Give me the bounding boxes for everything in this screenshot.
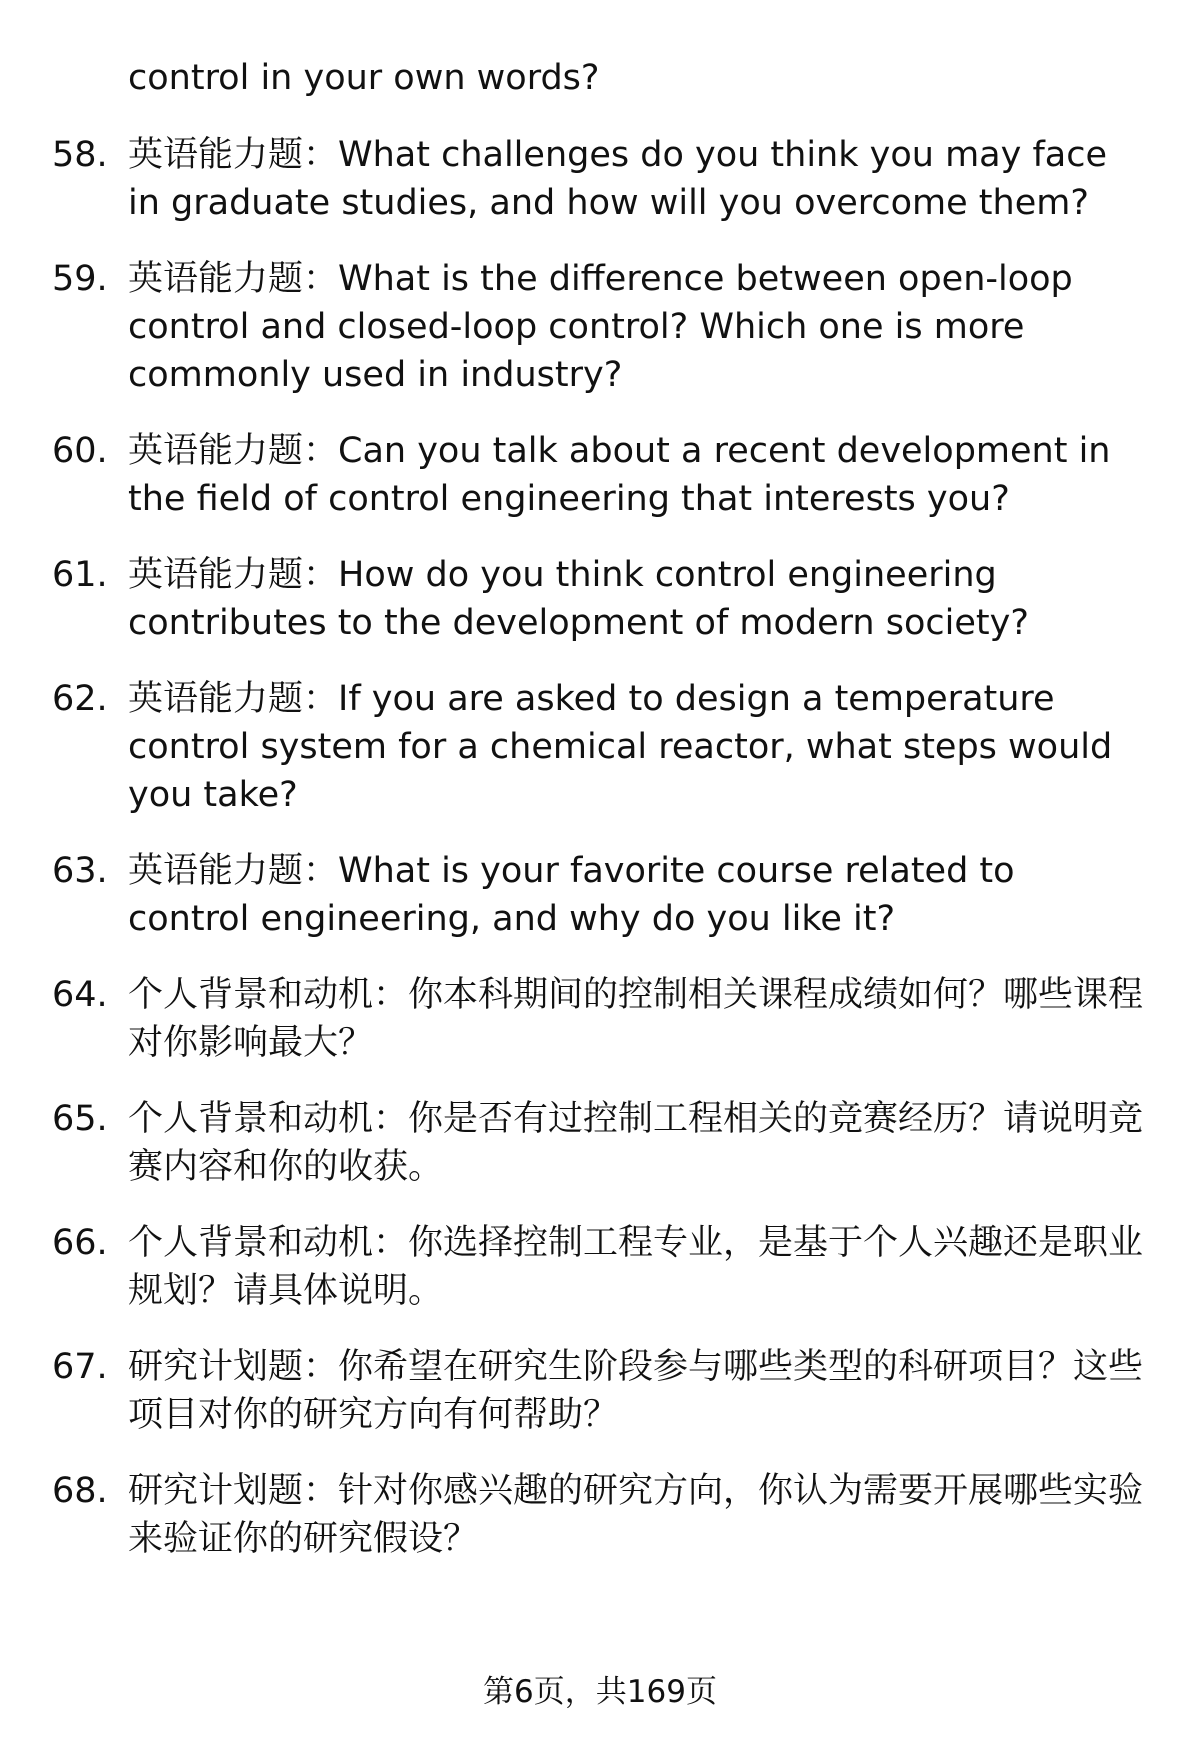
question-item (52, 551, 1147, 647)
question-text: 英语能力题：What is your favorite course related to control engineering, and why do you like it? (128, 851, 1015, 939)
question-item (52, 1343, 1147, 1439)
question-number: 63. (52, 851, 108, 891)
question-number: 61. (52, 555, 108, 595)
question-text: 个人背景和动机：你本科期间的控制相关课程成绩如何？哪些课程对你影响最大？ (128, 975, 1144, 1063)
question-text: 英语能力题：How do you think control engineering contributes to the development of modern society? (128, 555, 1029, 643)
question-text: 英语能力题：If you are asked to design a temperature control system for a chemical reactor, what steps would you take? (128, 679, 1113, 815)
question-text: 研究计划题：你希望在研究生阶段参与哪些类型的科研项目？这些项目对你的研究方向有何帮助？ (128, 1347, 1144, 1435)
question-number: 62. (52, 679, 108, 719)
question-item (52, 1467, 1147, 1563)
question-text: 研究计划题：针对你感兴趣的研究方向，你认为需要开展哪些实验来验证你的研究假设？ (128, 1471, 1144, 1559)
question-text: 个人背景和动机：你是否有过控制工程相关的竞赛经历？请说明竞赛内容和你的收获。 (128, 1099, 1144, 1187)
question-number: 58. (52, 135, 108, 175)
question-item (52, 847, 1147, 943)
page-footer: 第6页，共169页 (483, 1674, 717, 1710)
previous-question-continuation: control in your own words? (128, 58, 600, 98)
question-number: 67. (52, 1347, 108, 1387)
question-number: 59. (52, 259, 108, 299)
question-number: 64. (52, 975, 108, 1015)
question-number: 60. (52, 431, 108, 471)
question-item (52, 427, 1147, 523)
question-item (52, 1095, 1147, 1191)
question-number: 68. (52, 1471, 108, 1511)
question-number: 66. (52, 1223, 108, 1263)
question-number: 65. (52, 1099, 108, 1139)
question-text: 英语能力题：What is the difference between open-loop control and closed-loop control? Which one is more commonly used in industry? (128, 259, 1073, 395)
question-item (52, 255, 1147, 399)
question-item (52, 675, 1147, 819)
question-text: 个人背景和动机：你选择控制工程专业，是基于个人兴趣还是职业规划？请具体说明。 (128, 1223, 1144, 1311)
question-text: 英语能力题：What challenges do you think you may face in graduate studies, and how will you overcome them? (128, 135, 1107, 223)
question-item (52, 1219, 1147, 1315)
question-item (52, 131, 1147, 227)
question-item (52, 971, 1147, 1067)
question-list (52, 54, 1147, 1591)
question-text: 英语能力题：Can you talk about a recent development in the field of control engineering that interests you? (128, 431, 1111, 519)
